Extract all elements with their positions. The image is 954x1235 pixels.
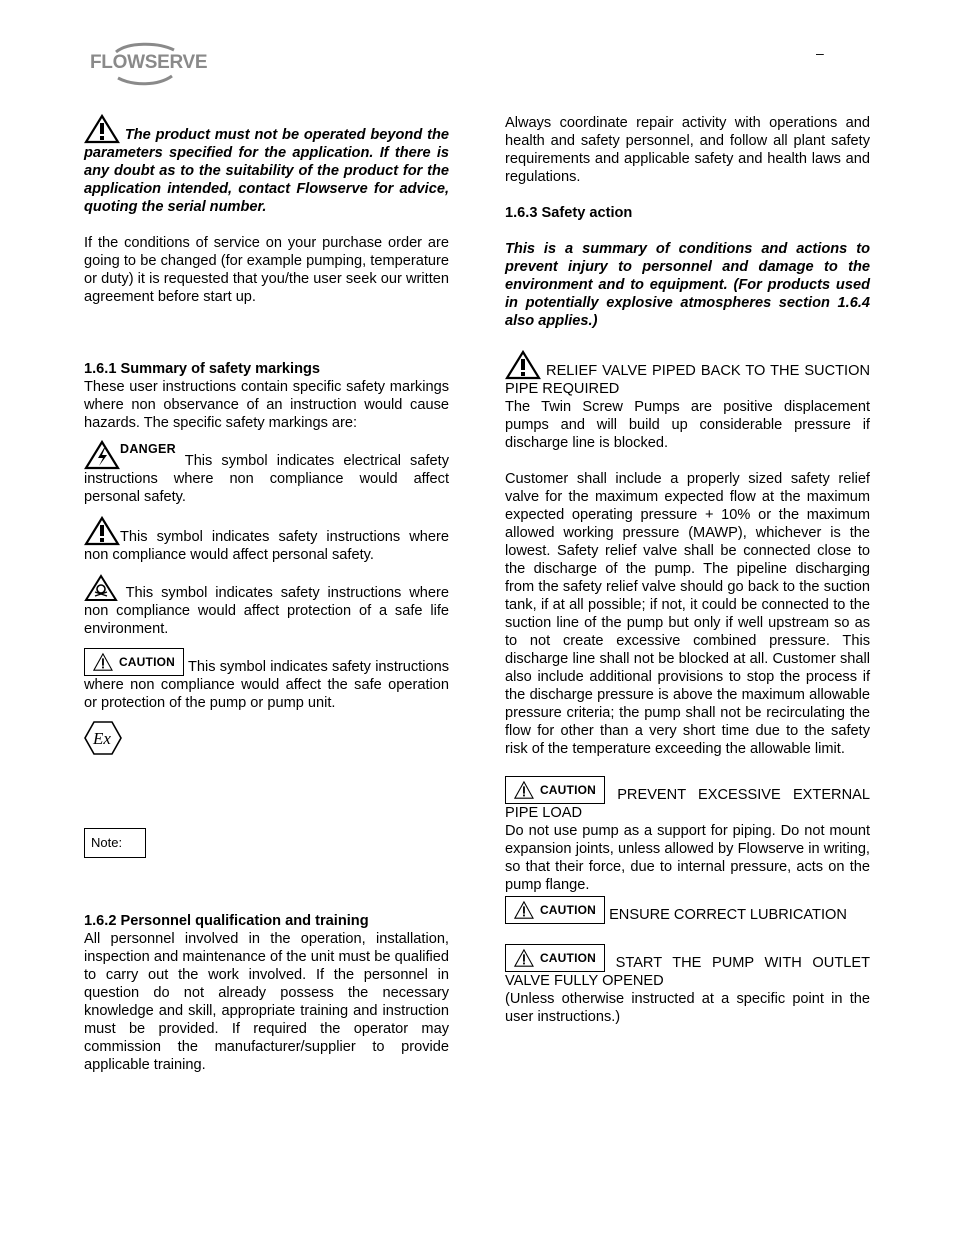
ex-marking [84, 720, 449, 760]
warning-triangle-icon [505, 350, 541, 380]
ex-hexagon-icon [84, 720, 122, 756]
service-conditions-paragraph: If the conditions of service on your purchase order are going to be changed (for example pumping, temperature or duty) it is requested that you/the user seek our written agreement before start up. [84, 235, 449, 305]
warning-triangle-icon [84, 516, 120, 546]
caution-triangle-icon [93, 652, 113, 672]
caution-triangle-icon [514, 948, 534, 968]
caution-triangle-icon [514, 900, 534, 920]
pipe-load-title [505, 776, 870, 822]
caution-text: This symbol indicates safety instructions where non compliance would affect the safe operation or protection of the pump or pump unit. [84, 659, 450, 711]
flowserve-logo [88, 42, 206, 86]
caution-label-box [84, 648, 184, 676]
coordination-paragraph: Always coordinate repair activity with operations and health and safety personnel, and follow all plant safety requirements and applicable safety and health laws and regulations. [505, 115, 870, 185]
relief-valve-text: The Twin Screw Pumps are positive displacement pumps and will build up considerable pressure if discharge line is blocked. [505, 399, 870, 451]
caution-label-box [505, 776, 605, 804]
pipe-load-title-text: PREVENT EXCESSIVE EXTERNAL PIPE LOAD [505, 787, 870, 821]
start-pump-title-text: START THE PUMP WITH OUTLET VALVE FULLY OPENED [505, 955, 870, 989]
operating-limits-text: The product must not be operated beyond the parameters specified for the application. If there is any doubt as to the suitability of the product for the application intended, contact Flowserve for advice, quoting the serial number. [84, 127, 449, 215]
lubrication-title-text: ENSURE CORRECT LUBRICATION [609, 907, 847, 923]
left-column [84, 114, 449, 1074]
operating-limits-warning [84, 114, 449, 216]
toxic-text: This symbol indicates safety instructions where non compliance would affect protection of a safe life environment. [84, 585, 449, 637]
warning-triangle-icon [84, 114, 120, 144]
start-pump-text: (Unless otherwise instructed at a specific point in the user instructions.) [505, 991, 870, 1025]
lubrication-title [505, 896, 870, 924]
danger-label: DANGER [120, 442, 176, 456]
danger-text: This symbol indicates electrical safety instructions where non compliance would affect personal safety. [84, 453, 449, 505]
warning-marking [84, 516, 449, 564]
section-1-6-3-intro: This is a summary of conditions and actions to prevent injury to personnel and damage to the environment and to equipment. (For products used in potentially explosive atmospheres section 1.6.4 also applies.) [505, 241, 870, 329]
relief-valve-title [505, 350, 870, 398]
section-1-6-2-heading: 1.6.2 Personnel qualification and training [84, 913, 369, 929]
note-label-box: Note: [84, 828, 146, 858]
warning-text: This symbol indicates safety instructions where non compliance would affect personal safety. [84, 529, 449, 563]
electrical-danger-icon [84, 440, 120, 470]
right-column [505, 114, 870, 1026]
page-marker: – [816, 45, 824, 61]
toxic-hazard-icon [84, 574, 118, 602]
caution-label: CAUTION [539, 903, 596, 917]
section-1-6-3-heading: 1.6.3 Safety action [505, 205, 633, 221]
section-1-6-1-intro: These user instructions contain specific safety markings where non observance of an instruction would cause hazards. The specific safety markings are: [84, 379, 449, 431]
caution-label: CAUTION [118, 655, 175, 669]
customer-relief-paragraph: Customer shall include a properly sized safety relief valve for the maximum expected flow at the maximum expected operating pressure + 10% or the maximum allowed working pressure (MAWP), whichever is the lowest. Safety relief valve shall be connected close to the discharge of the pump. The pipeline discharging from the safety relief valve should go back to the suction tank, if at all possible; if not, it could be connected to the suction line of the pump but only if well upstream so as to not create excessive combined pressure. This discharge line shall not be blocked at all. Customer shall also include additional provisions to stop the process if the discharge pressure is above the maximum allowable pressure criteria; the pump shall not be recirculating the flow for other than a very short time due to the safety risk of the temperature exceeding the allowable limit. [505, 471, 870, 757]
logo-text: FLOWSERVE [90, 52, 208, 73]
caution-label: CAUTION [539, 951, 596, 965]
caution-triangle-icon [514, 780, 534, 800]
pipe-load-text: Do not use pump as a support for piping. Do not mount expansion joints, unless allowed by Flowserve in writing, so that their force, due to internal pressure, acts on the pump flange. [505, 823, 870, 893]
caution-label-box [505, 944, 605, 972]
toxic-marking [84, 574, 449, 638]
section-1-6-2-text: All personnel involved in the operation, installation, inspection and maintenance of the unit must be qualified to carry out the work involved. If the personnel in question do not already possess the necessary knowledge and skill, appropriate training and instruction must be provided. If required the operator may commission the manufacturer/supplier to provide applicable training. [84, 931, 449, 1073]
caution-marking [84, 648, 449, 712]
caution-label: CAUTION [539, 783, 596, 797]
section-1-6-1-heading: 1.6.1 Summary of safety markings [84, 361, 321, 377]
caution-label-box [505, 896, 605, 924]
danger-marking [84, 440, 449, 506]
relief-title-text: RELIEF VALVE PIPED BACK TO THE SUCTION PIPE REQUIRED [505, 363, 870, 397]
start-pump-title [505, 944, 870, 990]
svg-text:Ex: Ex [93, 729, 111, 748]
